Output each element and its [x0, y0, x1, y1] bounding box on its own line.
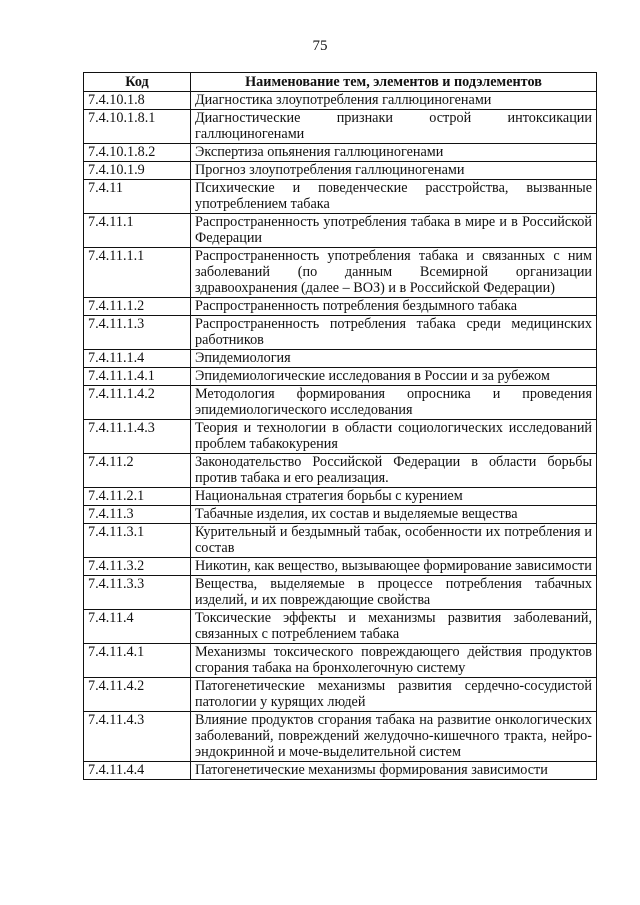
- table-row: [84, 368, 597, 386]
- row-name: Вещества, выделяемые в процессе потребления табачных изделий, и их повреждающие свойства: [191, 576, 597, 610]
- table-row: [84, 110, 597, 144]
- table-body: [84, 92, 597, 780]
- table-row: [84, 350, 597, 368]
- row-code: 7.4.11.3.3: [84, 576, 191, 610]
- row-code: 7.4.10.1.9: [84, 162, 191, 180]
- row-name: Эпидемиология: [191, 350, 597, 368]
- table-row: [84, 576, 597, 610]
- row-code: 7.4.10.1.8: [84, 92, 191, 110]
- row-code: 7.4.11.3.2: [84, 558, 191, 576]
- table-row: [84, 316, 597, 350]
- row-code: 7.4.11: [84, 180, 191, 214]
- table-row: [84, 712, 597, 762]
- row-code: 7.4.11.1.4.3: [84, 420, 191, 454]
- row-name: Методология формирования опросника и проведения эпидемиологического исследования: [191, 386, 597, 420]
- row-code: 7.4.10.1.8.2: [84, 144, 191, 162]
- row-name: Психические и поведенческие расстройства, вызванные употреблением табака: [191, 180, 597, 214]
- row-name: Табачные изделия, их состав и выделяемые вещества: [191, 506, 597, 524]
- row-name: Диагностические признаки острой интоксикации галлюциногенами: [191, 110, 597, 144]
- table-header-row: [84, 73, 597, 92]
- row-code: 7.4.11.4.2: [84, 678, 191, 712]
- table-row: [84, 162, 597, 180]
- row-name: Патогенетические механизмы формирования зависимости: [191, 762, 597, 780]
- header-name: Наименование тем, элементов и подэлементов: [191, 73, 597, 92]
- row-name: Национальная стратегия борьбы с курением: [191, 488, 597, 506]
- row-name: Прогноз злоупотребления галлюциногенами: [191, 162, 597, 180]
- header-code: Код: [84, 73, 191, 92]
- row-name: Распространенность употребления табака в мире и в Российской Федерации: [191, 214, 597, 248]
- page-number: 75: [312, 38, 328, 54]
- table-row: [84, 610, 597, 644]
- row-name: Распространенность потребления табака среди медицинских работников: [191, 316, 597, 350]
- row-name: Законодательство Российской Федерации в области борьбы против табака и его реализация.: [191, 454, 597, 488]
- table-row: [84, 762, 597, 780]
- table-row: [84, 558, 597, 576]
- row-code: 7.4.11.4: [84, 610, 191, 644]
- table-row: [84, 678, 597, 712]
- row-name: Токсические эффекты и механизмы развития заболеваний, связанных с потреблением табака: [191, 610, 597, 644]
- row-code: 7.4.11.1.2: [84, 298, 191, 316]
- row-code: 7.4.11.2.1: [84, 488, 191, 506]
- row-code: 7.4.11.2: [84, 454, 191, 488]
- table-row: [84, 180, 597, 214]
- row-code: 7.4.10.1.8.1: [84, 110, 191, 144]
- table-row: [84, 92, 597, 110]
- row-name: Влияние продуктов сгорания табака на развитие онкологических заболеваний, повреждений желудочно-кишечного тракта, нейро-эндокринной и моче-выделительной систем: [191, 712, 597, 762]
- row-code: 7.4.11.1.4.2: [84, 386, 191, 420]
- row-name: Механизмы токсического повреждающего действия продуктов сгорания табака на бронхолегочную систему: [191, 644, 597, 678]
- row-code: 7.4.11.4.4: [84, 762, 191, 780]
- table-row: [84, 488, 597, 506]
- row-name: Теория и технологии в области социологических исследований проблем табакокурения: [191, 420, 597, 454]
- row-code: 7.4.11.1.4: [84, 350, 191, 368]
- row-code: 7.4.11.3: [84, 506, 191, 524]
- row-name: Эпидемиологические исследования в России и за рубежом: [191, 368, 597, 386]
- table-row: [84, 454, 597, 488]
- table-row: [84, 524, 597, 558]
- row-code: 7.4.11.3.1: [84, 524, 191, 558]
- row-name: Диагностика злоупотребления галлюциногенами: [191, 92, 597, 110]
- table-row: [84, 506, 597, 524]
- table-row: [84, 420, 597, 454]
- row-name: Экспертиза опьянения галлюциногенами: [191, 144, 597, 162]
- table-row: [84, 644, 597, 678]
- row-code: 7.4.11.1.3: [84, 316, 191, 350]
- table-row: [84, 386, 597, 420]
- row-name: Распространенность потребления бездымного табака: [191, 298, 597, 316]
- table-row: [84, 248, 597, 298]
- curriculum-table: [83, 72, 597, 780]
- row-code: 7.4.11.1: [84, 214, 191, 248]
- row-name: Распространенность употребления табака и связанных с ним заболеваний (по данным Всемирной организации здравоохранения (далее – ВОЗ) и в Российской Федерации): [191, 248, 597, 298]
- row-code: 7.4.11.1.1: [84, 248, 191, 298]
- table-row: [84, 144, 597, 162]
- table-row: [84, 214, 597, 248]
- row-name: Курительный и бездымный табак, особенности их потребления и состав: [191, 524, 597, 558]
- table-row: [84, 298, 597, 316]
- row-code: 7.4.11.4.3: [84, 712, 191, 762]
- row-code: 7.4.11.1.4.1: [84, 368, 191, 386]
- row-name: Патогенетические механизмы развития сердечно-сосудистой патологии у курящих людей: [191, 678, 597, 712]
- row-code: 7.4.11.4.1: [84, 644, 191, 678]
- row-name: Никотин, как вещество, вызывающее формирование зависимости: [191, 558, 597, 576]
